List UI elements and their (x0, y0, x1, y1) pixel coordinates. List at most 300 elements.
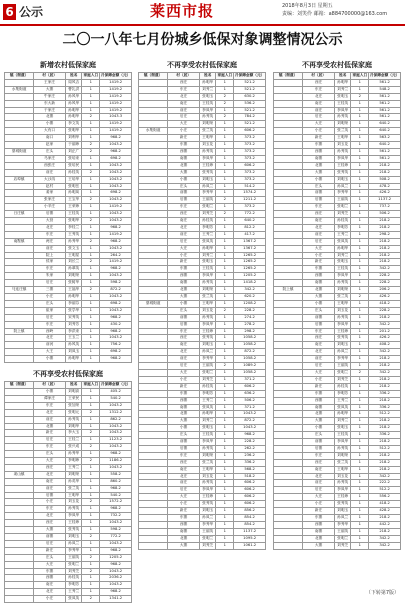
cell-town (274, 487, 303, 494)
cell-household: 1 (351, 487, 369, 494)
cell-amount: 1043.2 (100, 540, 132, 547)
table-row (274, 190, 401, 197)
table-row (139, 321, 266, 328)
table-row (274, 266, 401, 273)
cell-name: 李洪来 (65, 328, 82, 335)
cell-town (139, 466, 168, 473)
cell-amount: 428.2 (369, 508, 401, 515)
cell-amount: 218.2 (369, 425, 401, 432)
cell-household: 1 (82, 402, 100, 409)
table-row (5, 554, 132, 561)
cell-household: 1 (82, 416, 100, 423)
cell-household: 1 (82, 492, 100, 499)
cell-village: 西张庄 (34, 162, 66, 169)
table-title-new: 新增农村低保家庭 (40, 61, 96, 69)
cell-household: 1 (216, 376, 234, 383)
cell-village: 西寨 (168, 397, 200, 404)
cell-name: 王桂英 (199, 100, 216, 107)
cell-town (139, 363, 168, 370)
table-row (274, 487, 401, 494)
table-row (139, 224, 266, 231)
table-row (139, 190, 266, 197)
cell-name: 刘玉花 (334, 142, 351, 149)
cell-household: 1 (82, 86, 100, 93)
editor-line: 责编：刘笑伶 邮箱：a884700000@163.com (282, 11, 388, 17)
cell-household: 1 (351, 169, 369, 176)
table-row (139, 445, 266, 452)
table-row (274, 473, 401, 480)
cell-village: 前庄 (303, 356, 335, 363)
cell-town (139, 155, 168, 162)
cell-name: 刘秀兰 (334, 418, 351, 425)
table-row (139, 266, 266, 273)
cell-name: 王丽英 (199, 197, 216, 204)
cell-name: 刘明高 (65, 388, 82, 395)
cell-village: 大庄 (303, 369, 335, 376)
cell-name: 王明华 (65, 492, 82, 499)
cell-amount: 1137.2 (234, 528, 266, 535)
cell-household: 1 (82, 437, 100, 444)
table-row (5, 485, 132, 492)
cell-amount: 561.2 (369, 79, 401, 86)
cell-village: 东寨 (303, 515, 335, 522)
cell-amount: 274.2 (234, 314, 266, 321)
cell-town (5, 409, 34, 416)
cell-village: 庄头 (34, 554, 66, 561)
cell-amount: 1043.2 (234, 411, 266, 418)
cell-household: 1 (82, 204, 100, 211)
cell-town (139, 280, 168, 287)
cell-town (274, 508, 303, 515)
table-title-removed: 不再享受农村低保家庭 (167, 61, 237, 69)
table-title-removed: 不再享受农村低保家庭 (33, 370, 103, 379)
cell-household: 1 (351, 335, 369, 342)
cell-amount: 371.2 (234, 404, 266, 411)
table-row (139, 349, 266, 356)
cell-amount: 1419.2 (100, 79, 132, 86)
cell-household: 1 (82, 107, 100, 114)
cell-village: 后寨 (303, 197, 335, 204)
cell-name: 孙桂英 (65, 169, 82, 176)
cell-town (5, 349, 34, 356)
table-row (5, 321, 132, 328)
cell-household: 1 (216, 335, 234, 342)
cell-town (139, 169, 168, 176)
table-row (274, 114, 401, 121)
cell-household: 2 (82, 218, 100, 225)
cell-town (139, 349, 168, 356)
cell-amount: 540.2 (100, 492, 132, 499)
table-row (139, 197, 266, 204)
cell-amount: 561.2 (369, 148, 401, 155)
cell-household: 1 (351, 459, 369, 466)
cell-amount: 1419.2 (100, 128, 132, 135)
cell-village: 南寨 (303, 155, 335, 162)
cell-name: 王桂英 (199, 432, 216, 439)
cell-amount: 218.2 (369, 356, 401, 363)
cell-amount: 228.2 (234, 439, 266, 446)
cell-village: 小寨 (168, 425, 200, 432)
cell-amount: 561.2 (369, 155, 401, 162)
cell-town (5, 520, 34, 527)
cell-village: 前庄 (168, 480, 200, 487)
cell-name: 孙英华 (65, 478, 82, 485)
cell-amount: 218.2 (369, 224, 401, 231)
cell-village: 北庄 (303, 349, 335, 356)
cell-town (5, 582, 34, 589)
cell-name: 刘秀芝 (65, 568, 82, 575)
cell-town (5, 100, 34, 107)
cell-town (274, 418, 303, 425)
table-row (139, 280, 266, 287)
cell-amount: 442.2 (369, 521, 401, 528)
cell-village: 东庄 (303, 86, 335, 93)
cell-household: 1 (82, 176, 100, 183)
cell-village: 小寨 (303, 425, 335, 432)
cell-household: 1 (216, 231, 234, 238)
table-row (5, 107, 132, 114)
cell-name: 孙明华 (199, 411, 216, 418)
cell-household: 1 (82, 506, 100, 513)
cell-household: 1 (351, 307, 369, 314)
cell-town (139, 535, 168, 542)
cell-household: 1 (82, 183, 100, 190)
cell-town (139, 148, 168, 155)
table-row (139, 439, 266, 446)
cell-amount: 598.2 (100, 280, 132, 287)
table-row (5, 231, 132, 238)
cell-name: 刘明玉 (334, 342, 351, 349)
table-row (139, 148, 266, 155)
cell-household: 1 (82, 314, 100, 321)
cell-village: 后庄 (34, 540, 66, 547)
cell-household: 2 (216, 211, 234, 218)
cell-amount: 968.2 (100, 485, 132, 492)
cell-amount: 218.2 (369, 528, 401, 535)
cell-village: 小寨 (34, 356, 66, 363)
col-header-town: 镇（街道） (274, 73, 303, 80)
cell-amount: 1043.2 (100, 402, 132, 409)
cell-household: 1 (351, 280, 369, 287)
cell-town (5, 513, 34, 520)
cell-amount: 218.2 (369, 452, 401, 459)
cell-town (5, 266, 34, 273)
cell-name: 张明岳 (65, 183, 82, 190)
table-row (274, 79, 401, 86)
cell-amount: 405.2 (100, 388, 132, 395)
cell-village: 西庄 (168, 335, 200, 342)
cell-name: 李凤华 (334, 107, 351, 114)
cell-name: 孙秀英 (334, 148, 351, 155)
cell-amount: 1043.2 (100, 568, 132, 575)
table-row (139, 300, 266, 307)
cell-village: 北庄 (303, 93, 335, 100)
cell-village: 小庄 (303, 376, 335, 383)
cell-village: 大寨 (303, 542, 335, 549)
cell-household: 1 (216, 321, 234, 328)
cell-household: 1 (82, 252, 100, 259)
cell-amount: 342.2 (369, 369, 401, 376)
table-row (139, 183, 266, 190)
cell-village: 新庄 (303, 259, 335, 266)
cell-household: 1 (82, 527, 100, 534)
cell-name: 张明玉 (334, 93, 351, 100)
cell-village: 新庄 (168, 383, 200, 390)
cell-village: 小寨 (168, 176, 200, 183)
cell-amount: 1043.2 (100, 245, 132, 252)
cell-amount: 218.2 (369, 383, 401, 390)
table-row (274, 494, 401, 501)
cell-village: 小庄 (303, 252, 335, 259)
cell-village: 东庄 (168, 328, 200, 335)
table-row (5, 245, 132, 252)
cell-amount: 228.2 (234, 307, 266, 314)
cell-name: 王秀兰 (65, 464, 82, 471)
cell-village: 北庄 (34, 513, 66, 520)
cell-name: 王桂珍 (199, 162, 216, 169)
cell-amount: 418.2 (369, 300, 401, 307)
cell-name: 孙凤兰 (199, 349, 216, 356)
table-row (139, 231, 266, 238)
cell-name: 张明玉 (334, 259, 351, 266)
cell-amount: 737.2 (369, 204, 401, 211)
cell-name: 刘秀芝 (199, 376, 216, 383)
cell-town (274, 114, 303, 121)
table-row (139, 383, 266, 390)
cell-amount: 1043.2 (100, 294, 132, 301)
table-row (5, 437, 132, 444)
cell-household: 1 (82, 575, 100, 582)
cell-name: 王福华 (65, 287, 82, 294)
cell-village: 小寨 (34, 121, 66, 128)
cell-name: 刘秀芝 (334, 542, 351, 549)
table-removed-families (273, 72, 401, 550)
cell-amount: 1043.2 (100, 520, 132, 527)
cell-town (139, 521, 168, 528)
cell-village: 西庄 (168, 459, 200, 466)
cell-village: 西寨 (34, 575, 66, 582)
cell-village: 后寨 (168, 445, 200, 452)
cell-household: 1 (216, 328, 234, 335)
cell-village: 前庄 (34, 245, 66, 252)
cell-name: 李凤华 (199, 155, 216, 162)
cell-village: 北庄 (303, 473, 335, 480)
cell-amount: 336.2 (369, 404, 401, 411)
cell-village: 西寨 (303, 148, 335, 155)
cell-village: 后寨 (303, 321, 335, 328)
cell-town (5, 568, 34, 575)
cell-amount: 606.2 (234, 128, 266, 135)
cell-amount: 968.2 (100, 266, 132, 273)
cell-household: 1 (82, 100, 100, 107)
cell-household: 1 (351, 79, 369, 86)
table-row (5, 520, 132, 527)
table-row (5, 471, 132, 478)
cell-amount: 228.2 (369, 307, 401, 314)
cell-name: 李秀华 (199, 356, 216, 363)
cell-amount: 1043.2 (100, 444, 132, 451)
cell-household: 2 (82, 148, 100, 155)
cell-village: 东寨 (168, 142, 200, 149)
cell-household: 1 (351, 183, 369, 190)
cell-amount: 1186.2 (100, 458, 132, 465)
table-row (274, 280, 401, 287)
table-row (5, 506, 132, 513)
cell-household: 1 (216, 439, 234, 446)
cell-village: 后庄 (168, 238, 200, 245)
cell-name: 王丽英 (199, 363, 216, 370)
cell-household: 1 (216, 508, 234, 515)
cell-village: 西寨 (168, 521, 200, 528)
cell-village: 西岭 (34, 328, 66, 335)
cell-town (5, 444, 34, 451)
cell-village: 西寨 (303, 397, 335, 404)
cell-amount: 968.2 (100, 224, 132, 231)
cell-household: 1 (82, 224, 100, 231)
cell-amount: 968.2 (100, 451, 132, 458)
cell-town (274, 86, 303, 93)
cell-town (139, 86, 168, 93)
cell-village: 牛家庄 (34, 93, 66, 100)
table-row (5, 596, 132, 603)
cell-town (139, 445, 168, 452)
cell-household: 1 (216, 342, 234, 349)
cell-amount: 1061.2 (234, 542, 266, 549)
table-row (274, 439, 401, 446)
cell-town (5, 107, 34, 114)
col-header-household: 家庭人口 (82, 73, 100, 80)
cell-name: 张秀英 (65, 527, 82, 534)
cell-household: 1 (82, 300, 100, 307)
cell-household: 1 (82, 464, 100, 471)
table-row (274, 418, 401, 425)
cell-amount: 640.2 (369, 121, 401, 128)
cell-town (5, 224, 34, 231)
table-row (139, 252, 266, 259)
table-row (274, 294, 401, 301)
cell-town (274, 515, 303, 522)
cell-household: 1 (351, 266, 369, 273)
cell-town (5, 300, 34, 307)
table-row (5, 307, 132, 314)
col-header-amount: 月保障金额（元） (100, 382, 132, 389)
cell-village: 大寨 (168, 418, 200, 425)
cell-household: 1 (216, 425, 234, 432)
cell-name: 刘玉花 (334, 473, 351, 480)
cell-town (274, 397, 303, 404)
cell-household: 1 (351, 439, 369, 446)
cell-name: 王桂英 (65, 211, 82, 218)
cell-amount: 1419.2 (100, 231, 132, 238)
cell-town (5, 485, 34, 492)
cell-village: 北寨 (303, 411, 335, 418)
table-row (274, 501, 401, 508)
cell-name: 王明华 (199, 466, 216, 473)
cell-name: 李凤华 (334, 321, 351, 328)
cell-town (274, 528, 303, 535)
cell-town (274, 190, 303, 197)
cell-town (139, 245, 168, 252)
cell-amount: 968.2 (100, 238, 132, 245)
table-row (274, 466, 401, 473)
cell-amount: 218.2 (369, 245, 401, 252)
cell-amount: 264.2 (100, 252, 132, 259)
cell-name: 孙凤兰 (199, 183, 216, 190)
cell-amount: 860.2 (100, 478, 132, 485)
cell-household: 1 (351, 535, 369, 542)
cell-town (5, 596, 34, 603)
cell-household: 1 (82, 589, 100, 596)
cell-amount: 278.2 (234, 321, 266, 328)
col-header-name: 姓名 (334, 73, 351, 80)
cell-village: 小庄 (168, 376, 200, 383)
cell-town (5, 388, 34, 395)
table-row (274, 155, 401, 162)
cell-town: 姜山镇 (5, 471, 34, 478)
cell-amount: 698.2 (100, 300, 132, 307)
cell-town (274, 148, 303, 155)
cell-village: 庄头 (303, 432, 335, 439)
cell-name: 李凤华 (334, 273, 351, 280)
table-row (139, 287, 266, 294)
cell-amount: 262.2 (234, 445, 266, 452)
cell-name: 孙明凤 (65, 190, 82, 197)
cell-village: 东寨 (303, 390, 335, 397)
cell-village: 后庄 (168, 487, 200, 494)
cell-name: 孙秀华 (65, 451, 82, 458)
cell-household: 2 (82, 287, 100, 294)
cell-amount: 298.2 (234, 328, 266, 335)
cell-name: 刘利华 (65, 135, 82, 142)
cell-household: 1 (216, 487, 234, 494)
cell-name: 王荣珍 (65, 204, 82, 211)
cell-village: 北庄 (168, 93, 200, 100)
table-row (5, 540, 132, 547)
main-headline: 二〇一八年七月份城乡低保对象调整情况公示 (62, 32, 343, 48)
cell-name: 孙秀英 (65, 506, 82, 513)
cell-town (274, 183, 303, 190)
cell-town (5, 245, 34, 252)
cell-household: 1 (82, 93, 100, 100)
cell-village: 东庄 (34, 444, 66, 451)
cell-town (139, 335, 168, 342)
cell-household: 1 (216, 404, 234, 411)
cell-name: 王明华 (334, 466, 351, 473)
cell-town (274, 266, 303, 273)
cell-household: 1 (82, 471, 100, 478)
cell-household: 1 (216, 459, 234, 466)
table-row (274, 404, 401, 411)
cell-town (274, 100, 303, 107)
table-row (274, 142, 401, 149)
cell-village: 东庄 (34, 231, 66, 238)
cell-household: 2 (216, 307, 234, 314)
cell-household: 1 (82, 349, 100, 356)
cell-amount: 218.2 (369, 459, 401, 466)
cell-amount: 342.2 (234, 287, 266, 294)
table-row (5, 79, 132, 86)
cell-village: 西庄 (303, 459, 335, 466)
cell-village: 庄头 (168, 432, 200, 439)
cell-amount: 508.2 (369, 176, 401, 183)
cell-name: 李明芳 (199, 224, 216, 231)
table-row (139, 473, 266, 480)
table-row (5, 492, 132, 499)
cell-amount: 1205.2 (234, 273, 266, 280)
cell-amount: 2036.2 (100, 575, 132, 582)
cell-amount: 1043.2 (100, 197, 132, 204)
cell-amount: 218.2 (369, 169, 401, 176)
